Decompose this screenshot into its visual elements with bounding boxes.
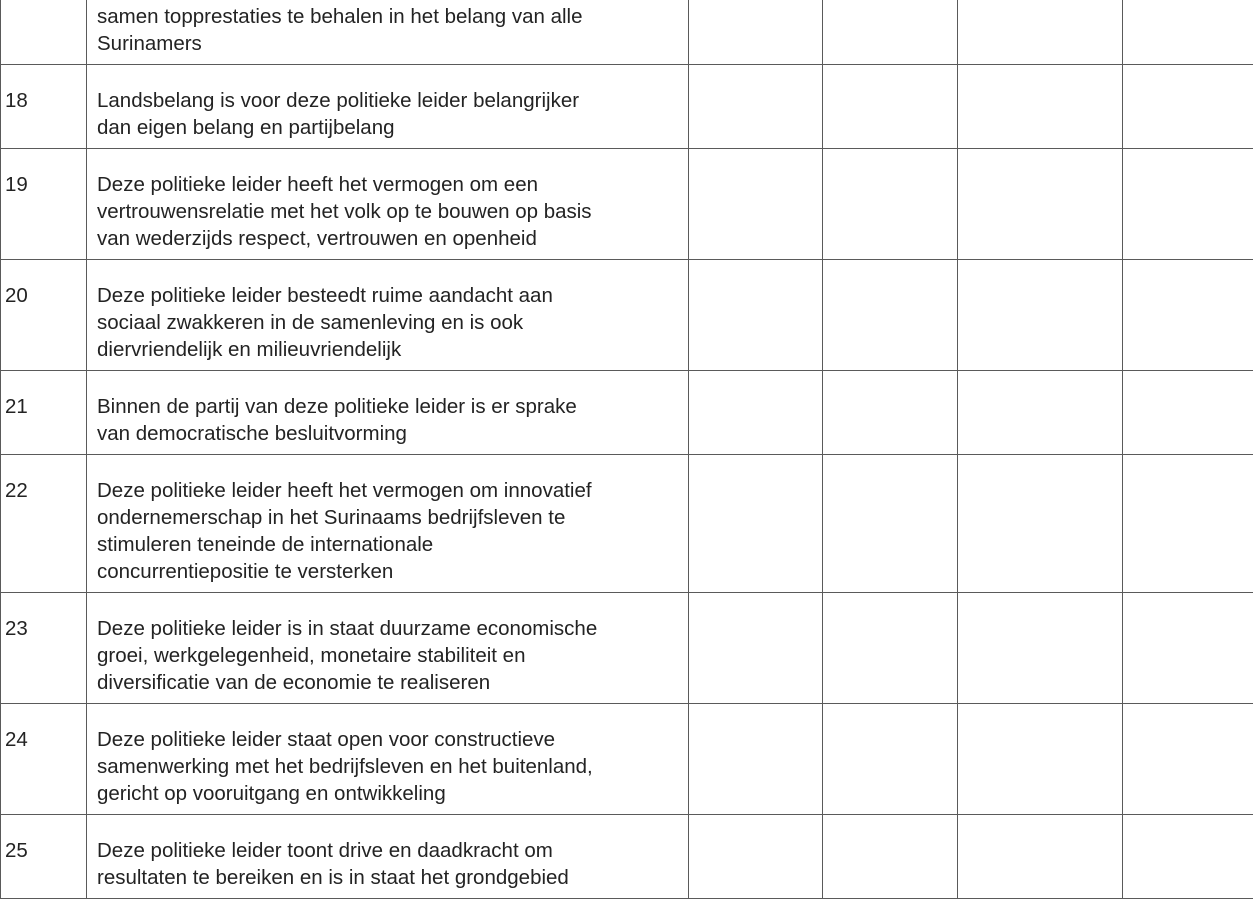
statement-text (97, 704, 684, 814)
answer-cell[interactable] (1123, 65, 1253, 149)
statement-line: Surinamers (97, 32, 202, 55)
statement-line: samenwerking met het bedrijfsleven en het buitenland, (97, 755, 593, 778)
statement-text (97, 149, 684, 259)
answer-cell[interactable] (823, 455, 958, 593)
answer-cell[interactable] (689, 815, 823, 899)
table-row (1, 260, 1253, 371)
answer-cell[interactable] (958, 815, 1123, 899)
statement-text (97, 371, 684, 454)
statement-text (97, 815, 684, 898)
row-number: 18 (5, 89, 28, 112)
statement-line: vertrouwensrelatie met het volk op te bouwen op basis (97, 200, 592, 223)
row-number-cell (1, 65, 87, 149)
statement-line: stimuleren teneinde de internationale (97, 533, 434, 556)
statement-text (97, 260, 684, 370)
row-number-cell (1, 149, 87, 260)
answer-cell[interactable] (958, 0, 1123, 65)
table-row (1, 0, 1253, 65)
answer-cell[interactable] (1123, 455, 1253, 593)
answer-cell[interactable] (1123, 260, 1253, 371)
answer-cell[interactable] (1123, 0, 1253, 65)
answer-cell[interactable] (689, 260, 823, 371)
answer-cell[interactable] (1123, 149, 1253, 260)
statement-line: Deze politieke leider heeft het vermogen om een (97, 173, 539, 196)
statement-line: dan eigen belang en partijbelang (97, 116, 395, 139)
statement-line: diervriendelijk en milieuvriendelijk (97, 338, 402, 361)
answer-cell[interactable] (1123, 593, 1253, 704)
statement-cell (87, 704, 689, 815)
statement-cell (87, 260, 689, 371)
answer-cell[interactable] (689, 0, 823, 65)
statement-line: Binnen de partij van deze politieke leider is er sprake (97, 395, 577, 418)
statement-cell (87, 815, 689, 899)
statement-text (97, 455, 684, 592)
row-number-cell (1, 593, 87, 704)
answer-cell[interactable] (1123, 704, 1253, 815)
table-row (1, 371, 1253, 455)
answer-cell[interactable] (1123, 371, 1253, 455)
table-row (1, 704, 1253, 815)
row-number-cell (1, 0, 87, 65)
answer-cell[interactable] (689, 65, 823, 149)
survey-table-body (1, 0, 1253, 899)
row-number: 19 (5, 173, 28, 196)
answer-cell[interactable] (958, 593, 1123, 704)
table-row (1, 593, 1253, 704)
answer-cell[interactable] (823, 704, 958, 815)
row-number-cell (1, 371, 87, 455)
row-number: 25 (5, 839, 28, 862)
statement-line: Deze politieke leider toont drive en daadkracht om (97, 839, 553, 862)
statement-line: ondernemerschap in het Surinaams bedrijfsleven te (97, 506, 566, 529)
statement-text (97, 65, 684, 148)
row-number-cell (1, 704, 87, 815)
statement-line: groei, werkgelegenheid, monetaire stabiliteit en (97, 644, 526, 667)
statement-line: gericht op vooruitgang en ontwikkeling (97, 782, 446, 805)
statement-text (97, 0, 684, 64)
row-number-cell (1, 815, 87, 899)
answer-cell[interactable] (689, 371, 823, 455)
answer-cell[interactable] (823, 0, 958, 65)
statement-line: diversificatie van de economie te realiseren (97, 671, 491, 694)
answer-cell[interactable] (958, 65, 1123, 149)
statement-cell (87, 371, 689, 455)
answer-cell[interactable] (958, 260, 1123, 371)
statement-line: Deze politieke leider staat open voor constructieve (97, 728, 556, 751)
table-row (1, 65, 1253, 149)
answer-cell[interactable] (958, 149, 1123, 260)
row-number: 22 (5, 479, 28, 502)
statement-text (97, 593, 684, 703)
statement-line: sociaal zwakkeren in de samenleving en is ook (97, 311, 524, 334)
statement-cell (87, 65, 689, 149)
answer-cell[interactable] (689, 593, 823, 704)
row-number: 23 (5, 617, 28, 640)
table-row (1, 815, 1253, 899)
answer-cell[interactable] (958, 704, 1123, 815)
row-number-cell (1, 260, 87, 371)
statement-cell (87, 593, 689, 704)
answer-cell[interactable] (823, 815, 958, 899)
table-row (1, 455, 1253, 593)
answer-cell[interactable] (1123, 815, 1253, 899)
answer-cell[interactable] (823, 593, 958, 704)
statement-line: van democratische besluitvorming (97, 422, 407, 445)
statement-line: concurrentiepositie te versterken (97, 560, 394, 583)
answer-cell[interactable] (689, 149, 823, 260)
statement-line: van wederzijds respect, vertrouwen en openheid (97, 227, 537, 250)
statement-line: Landsbelang is voor deze politieke leider belangrijker (97, 89, 580, 112)
row-number: 24 (5, 728, 28, 751)
answer-cell[interactable] (823, 149, 958, 260)
answer-cell[interactable] (823, 371, 958, 455)
answer-cell[interactable] (823, 260, 958, 371)
row-number: 21 (5, 395, 28, 418)
statement-line: resultaten te bereiken en is in staat het grondgebied (97, 866, 569, 889)
answer-cell[interactable] (689, 455, 823, 593)
answer-cell[interactable] (958, 455, 1123, 593)
statement-line: samen topprestaties te behalen in het belang van alle (97, 5, 583, 28)
statement-cell (87, 149, 689, 260)
statement-cell (87, 0, 689, 65)
answer-cell[interactable] (823, 65, 958, 149)
statement-line: Deze politieke leider heeft het vermogen om innovatief (97, 479, 592, 502)
answer-cell[interactable] (958, 371, 1123, 455)
answer-cell[interactable] (689, 704, 823, 815)
row-number: 20 (5, 284, 28, 307)
statement-line: Deze politieke leider besteedt ruime aandacht aan (97, 284, 553, 307)
row-number-cell (1, 455, 87, 593)
table-row (1, 149, 1253, 260)
statement-cell (87, 455, 689, 593)
statement-line: Deze politieke leider is in staat duurzame economische (97, 617, 598, 640)
